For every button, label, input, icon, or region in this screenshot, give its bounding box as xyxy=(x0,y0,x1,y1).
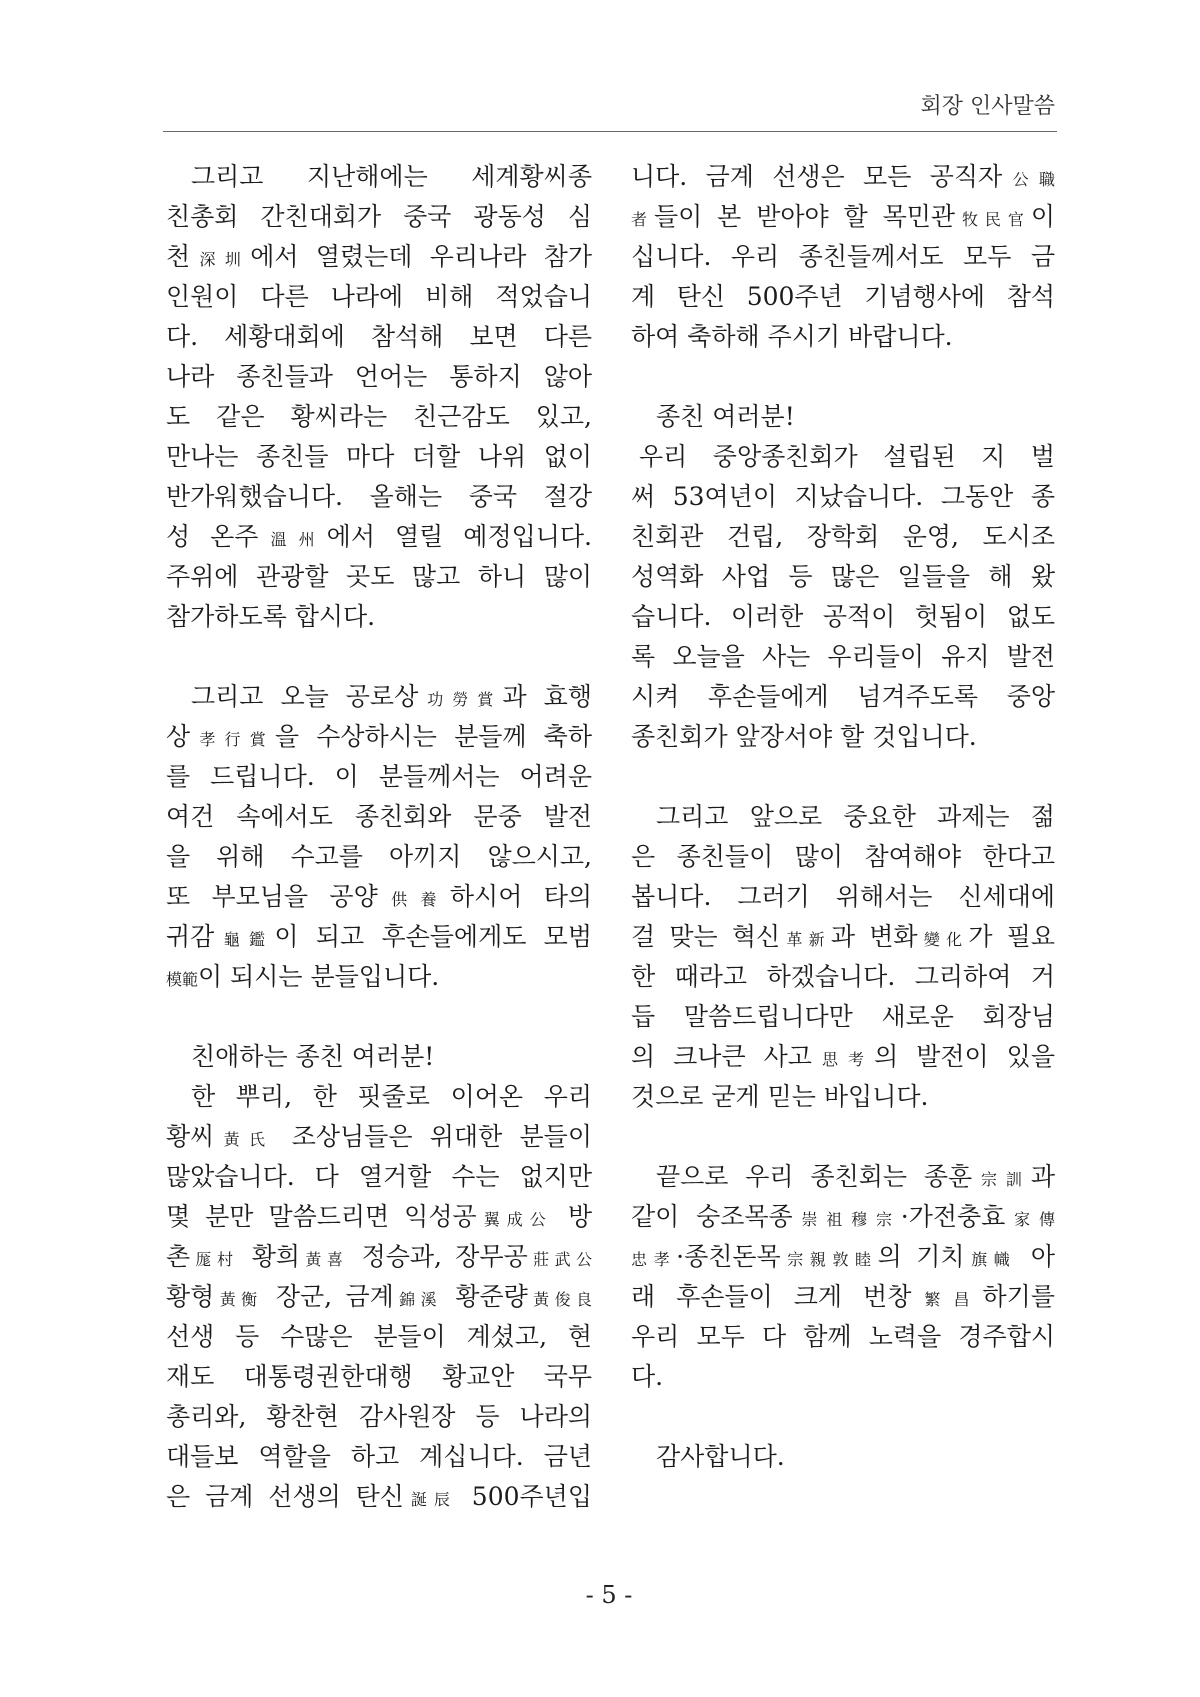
paragraph xyxy=(166,677,592,997)
text-line: 십니다. 우리 종친들께서도 모두 금 xyxy=(631,242,1055,271)
hanja-gloss: 厖村 xyxy=(190,1250,239,1269)
hanja-gloss: 宗親敦睦 xyxy=(780,1250,878,1269)
text-line: 대들보 역할을 하고 계십니다. 금년 xyxy=(166,1442,592,1471)
text-line: 성 온주溫州에서 열릴 예정입니다. xyxy=(166,522,592,551)
text-line: 그리고 앞으로 중요한 과제는 젊 xyxy=(656,802,1055,831)
text-line: 상孝行賞을 수상하시는 분들께 축하 xyxy=(166,722,592,751)
text-line: 촌厖村 황희黃喜 정승과, 장무공莊武公 xyxy=(166,1242,592,1271)
hanja-gloss: 宗訓 xyxy=(972,1170,1031,1189)
hanja-gloss: 忠孝 xyxy=(631,1250,677,1269)
text-line: 만나는 종친들 마다 더할 나위 없이 xyxy=(166,442,592,471)
paragraph xyxy=(631,437,1055,757)
hanja-gloss: 溫州 xyxy=(258,530,327,549)
hanja-gloss: 繁昌 xyxy=(911,1290,983,1309)
hanja-gloss: 翼成公 xyxy=(476,1210,553,1229)
paragraph xyxy=(166,1037,592,1077)
text-line: 의 크나큰 사고思考의 발전이 있을 xyxy=(631,1042,1055,1071)
text-line: 선생 등 수많은 분들이 계셨고, 현 xyxy=(166,1322,592,1351)
text-line: 재도 대통령권한대행 황교안 국무 xyxy=(166,1362,592,1391)
text-line: 한 때라고 하겠습니다. 그리하여 거 xyxy=(631,962,1055,991)
paragraph xyxy=(166,157,592,637)
text-line: 감사합니다. xyxy=(656,1442,785,1471)
text-line: 模範이 되시는 분들입니다. xyxy=(166,962,440,991)
text-line: 도 같은 황씨라는 친근감도 있고, xyxy=(166,402,592,431)
hanja-gloss: 革新 xyxy=(780,930,831,949)
text-line: 귀감龜鑑이 되고 후손들에게도 모범 xyxy=(166,922,592,951)
text-line: 래 후손들이 크게 번창繁昌하기를 xyxy=(631,1282,1055,1311)
hanja-gloss: 黃氏 xyxy=(214,1130,275,1149)
hanja-gloss: 黃衡 xyxy=(214,1290,263,1309)
header-divider xyxy=(163,131,1057,132)
text-line: 성역화 사업 등 많은 일들을 해 왔 xyxy=(631,562,1055,591)
text-line: 친총회 간친대회가 중국 광동성 심 xyxy=(166,202,592,231)
text-line: 걸 맞는 혁신革新과 변화變化가 필요 xyxy=(631,922,1055,951)
text-line: 습니다. 이러한 공적이 헛됨이 없도 xyxy=(631,602,1055,631)
paragraph xyxy=(631,1437,1055,1477)
text-line: 친애하는 종친 여러분! xyxy=(191,1042,435,1071)
running-header: 회장 인사말씀 xyxy=(920,94,1055,119)
hanja-gloss: 變化 xyxy=(917,930,969,949)
text-line: 인원이 다른 나라에 비해 적었습니 xyxy=(166,282,592,311)
text-line: 우리 모두 다 함께 노력을 경주합시 xyxy=(631,1322,1055,1351)
text-line: 반가워했습니다. 올해는 중국 절강 xyxy=(166,482,592,511)
text-line: 것으로 굳게 믿는 바입니다. xyxy=(631,1082,929,1111)
text-line: 듭 말씀드립니다만 새로운 회장님 xyxy=(631,1002,1055,1031)
hanja-gloss: 者 xyxy=(631,210,654,229)
text-line: 다. xyxy=(631,1362,664,1391)
hanja-gloss: 黃俊良 xyxy=(527,1290,592,1309)
text-line: 총리와, 황찬현 감사원장 등 나라의 xyxy=(166,1402,592,1431)
hanja-gloss: 深圳 xyxy=(190,250,251,269)
hanja-gloss: 家傳 xyxy=(1005,1210,1055,1229)
text-line: 같이 숭조목종崇祖穆宗·가전충효家傳 xyxy=(631,1202,1055,1231)
right-column xyxy=(631,157,1055,1477)
text-line: 써 53여년이 지났습니다. 그동안 종 xyxy=(631,482,1055,511)
text-line: 하여 축하해 주시기 바랍니다. xyxy=(631,322,953,351)
text-line: 계 탄신 500주년 기념행사에 참석 xyxy=(631,282,1055,311)
hanja-gloss: 思考 xyxy=(811,1050,875,1069)
text-line: 종친 여러분! xyxy=(656,402,795,431)
text-line: 많았습니다. 다 열거할 수는 없지만 xyxy=(166,1162,592,1191)
text-line: 은 금계 선생의 탄신誕辰 500주년입 xyxy=(166,1482,592,1511)
hanja-gloss: 黃喜 xyxy=(300,1250,349,1269)
text-line: 주위에 관광할 곳도 많고 하니 많이 xyxy=(166,562,592,591)
left-column xyxy=(166,157,592,1517)
text-line: 봅니다. 그러기 위해서는 신세대에 xyxy=(631,882,1055,911)
text-line: 忠孝·종친돈목宗親敦睦의 기치旗幟 아 xyxy=(631,1242,1055,1271)
hanja-gloss: 模範 xyxy=(166,970,199,989)
text-line: 시켜 후손들에게 넘겨주도록 중앙 xyxy=(631,682,1055,711)
page-number: - 5 - xyxy=(585,1581,633,1609)
text-line: 한 뿌리, 한 핏줄로 이어온 우리 xyxy=(191,1082,592,1111)
hanja-gloss: 功勞賞 xyxy=(418,690,503,709)
hanja-gloss: 旗幟 xyxy=(964,1250,1017,1269)
text-line: 친회관 건립, 장학회 운영, 도시조 xyxy=(631,522,1055,551)
paragraph xyxy=(631,397,1055,437)
text-line: 우리 중앙종친회가 설립된 지 벌 xyxy=(639,442,1055,471)
text-line: 다. 세황대회에 참석해 보면 다른 xyxy=(166,322,592,351)
text-line: 황씨黃氏 조상님들은 위대한 분들이 xyxy=(166,1122,592,1151)
hanja-gloss: 誕辰 xyxy=(403,1490,457,1509)
hanja-gloss: 牧民官 xyxy=(955,210,1031,229)
hanja-gloss: 錦溪 xyxy=(393,1290,442,1309)
text-line: 천深圳에서 열렸는데 우리나라 참가 xyxy=(166,242,592,271)
hanja-gloss: 孝行賞 xyxy=(190,730,275,749)
paragraph xyxy=(631,797,1055,1117)
text-line: 참가하도록 합시다. xyxy=(166,602,376,631)
paragraph xyxy=(631,157,1055,357)
paragraph xyxy=(166,1077,592,1517)
text-line: 者들이 본 받아야 할 목민관牧民官이 xyxy=(631,202,1055,231)
text-line: 니다. 금계 선생은 모든 공직자公職 xyxy=(631,162,1055,191)
text-line: 황형黃衡 장군, 금계錦溪 황준량黃俊良 xyxy=(166,1282,592,1311)
paragraph xyxy=(631,1157,1055,1397)
text-line: 을 위해 수고를 아끼지 않으시고, xyxy=(166,842,592,871)
text-line: 은 종친들이 많이 참여해야 한다고 xyxy=(631,842,1055,871)
text-line: 여건 속에서도 종친회와 문중 발전 xyxy=(166,802,592,831)
text-line: 종친회가 앞장서야 할 것입니다. xyxy=(631,722,977,751)
hanja-gloss: 崇祖穆宗 xyxy=(792,1210,901,1229)
hanja-gloss: 莊武公 xyxy=(527,1250,592,1269)
text-line: 끝으로 우리 종친회는 종훈宗訓과 xyxy=(656,1162,1055,1191)
hanja-gloss: 龜鑑 xyxy=(214,930,275,949)
text-line: 를 드립니다. 이 분들께서는 어려운 xyxy=(166,762,592,791)
hanja-gloss: 公職 xyxy=(1002,170,1055,189)
text-line: 몇 분만 말씀드리면 익성공翼成公 방 xyxy=(166,1202,592,1231)
text-line: 록 오늘을 사는 우리들이 유지 발전 xyxy=(631,642,1055,671)
text-line: 그리고 지난해에는 세계황씨종 xyxy=(191,162,592,191)
text-line: 나라 종친들과 언어는 통하지 않아 xyxy=(166,362,592,391)
text-line: 그리고 오늘 공로상功勞賞과 효행 xyxy=(191,682,592,711)
text-line: 또 부모님을 공양供養하시어 타의 xyxy=(166,882,592,911)
hanja-gloss: 供養 xyxy=(377,890,450,909)
